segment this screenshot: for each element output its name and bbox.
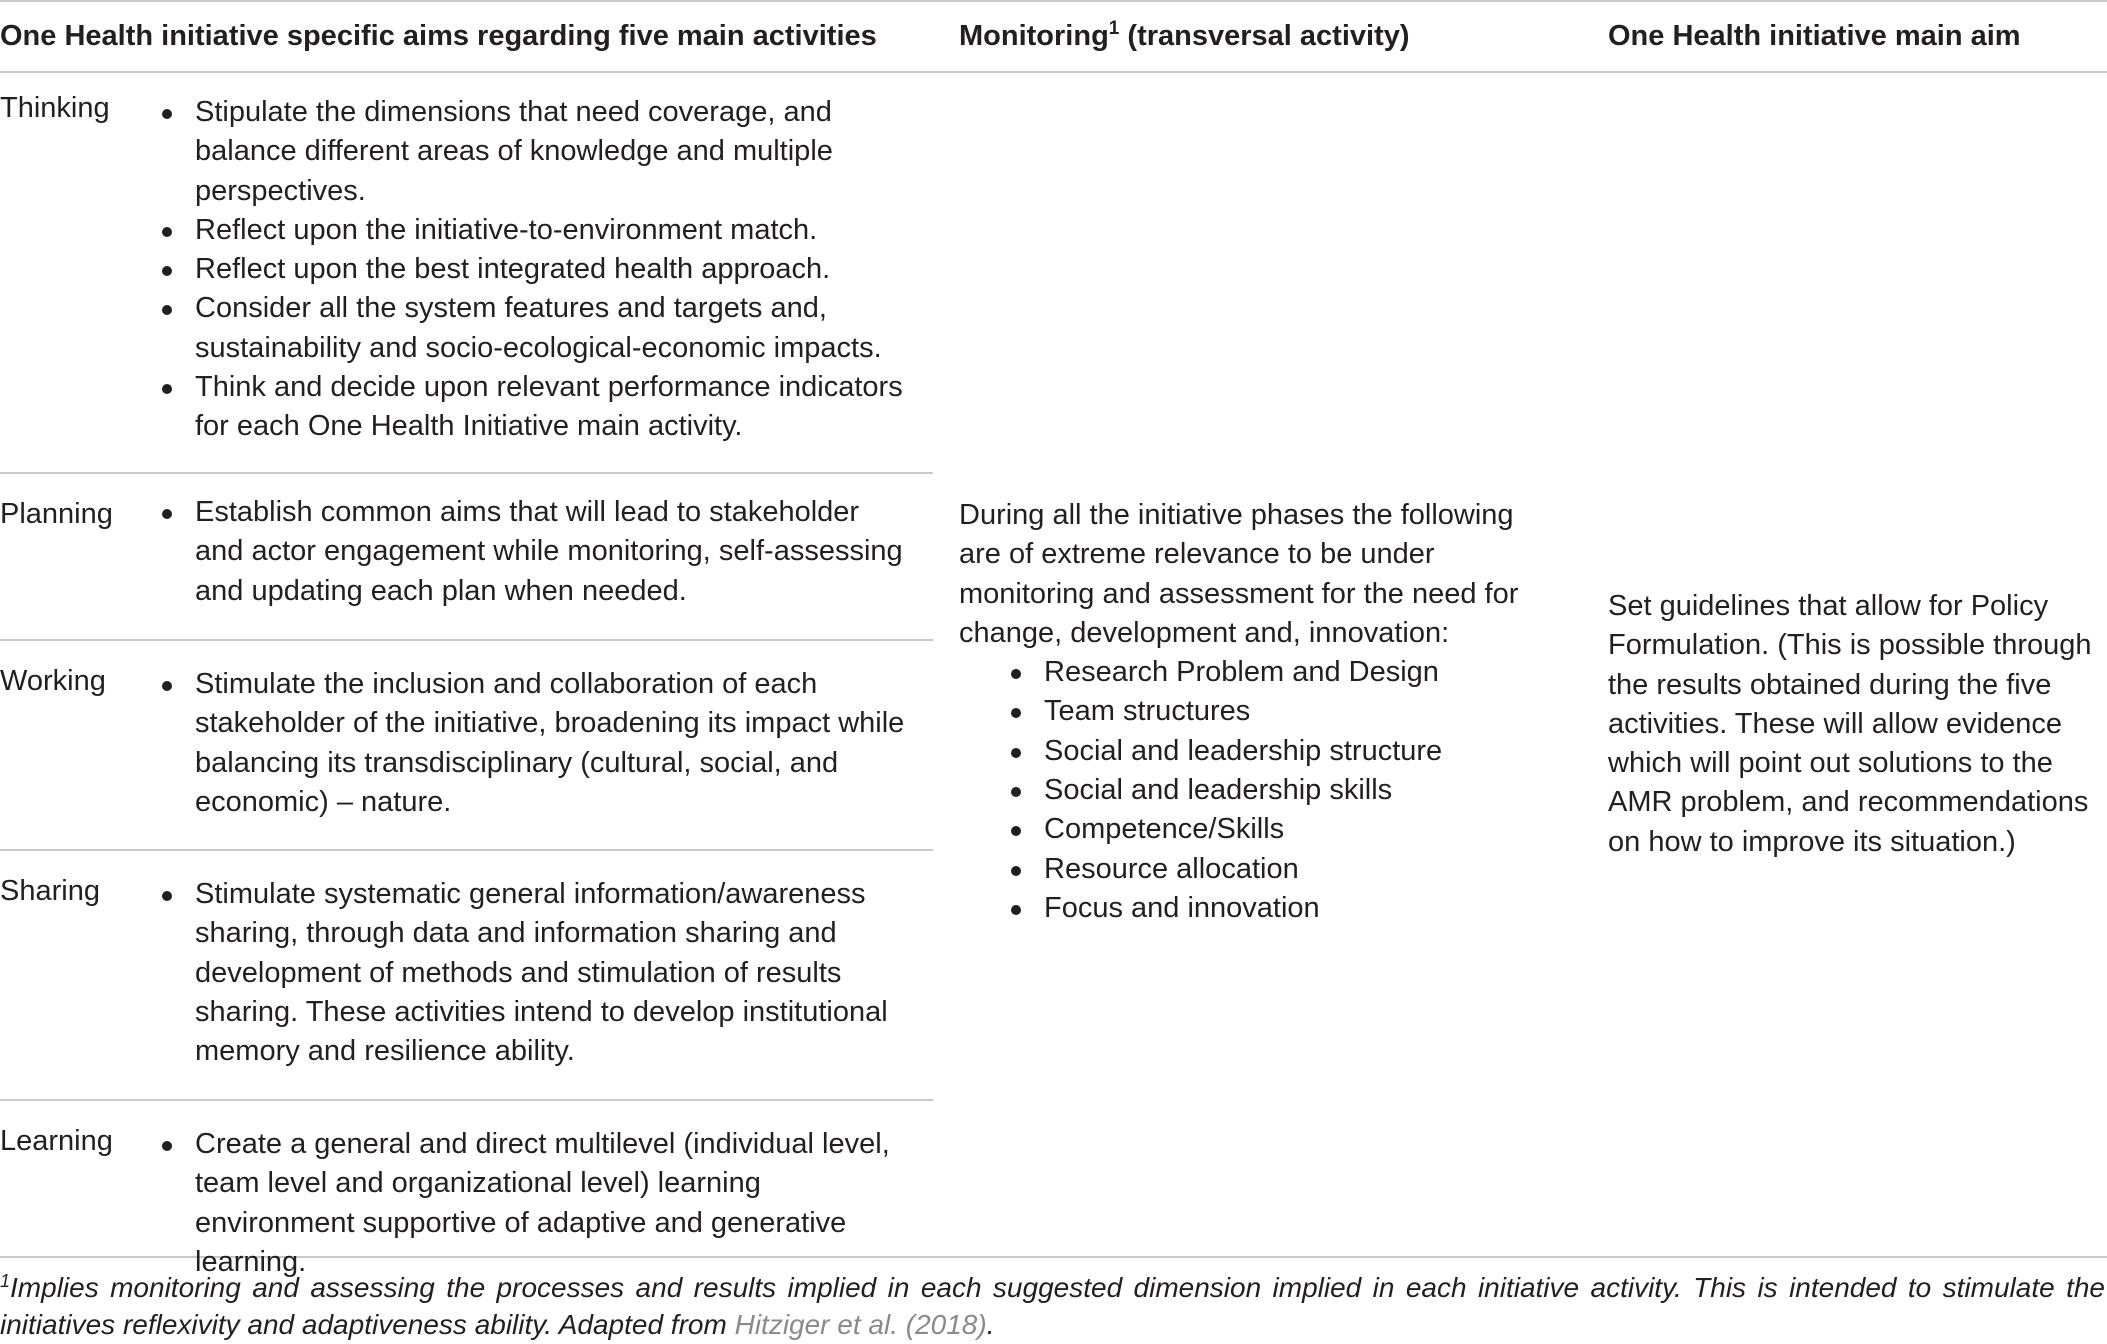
footnote-end: .: [986, 1309, 995, 1340]
header-monitoring-label: Monitoring: [959, 20, 1109, 52]
monitoring-cell: [959, 496, 1559, 928]
list-item: Focus and innovation: [1009, 889, 1559, 928]
list-item: Reflect upon the best integrated health approach.: [160, 250, 910, 289]
list-item: Resource allocation: [1009, 850, 1559, 889]
row-label-sharing: Sharing: [0, 875, 100, 907]
list-item: Team structures: [1009, 692, 1559, 731]
row-label-thinking: Thinking: [0, 92, 110, 124]
table-footnote: [0, 1269, 2105, 1343]
monitoring-intro: During all the initiative phases the following are of extreme relevance to be under monitoring and assessment for the need for change, development and, innovation:: [959, 499, 1519, 649]
working-aims-list: [160, 665, 910, 822]
list-item: Stipulate the dimensions that need coverage, and balance different areas of knowledge and multiple perspectives.: [160, 93, 910, 211]
header-monitoring: [959, 18, 1410, 54]
list-item: Create a general and direct multilevel (individual level, team level and organizational level) learning environment supportive of adaptive and generative learning.: [160, 1125, 910, 1282]
list-item: Stimulate the inclusion and collaboration of each stakeholder of the initiative, broadening its impact while balancing its transdisciplinary (cultural, social, and economic) – nature.: [160, 665, 910, 822]
citation-link[interactable]: Hitziger et al. (2018): [734, 1309, 987, 1340]
list-item: Reflect upon the initiative-to-environment match.: [160, 211, 910, 250]
row-divider: [0, 849, 933, 851]
footnote-marker: 1: [1108, 18, 1120, 39]
header-bottom-rule: [0, 71, 2107, 73]
row-label-learning: Learning: [0, 1125, 113, 1157]
list-item: Consider all the system features and targets and, sustainability and socio-ecological-economic impacts.: [160, 289, 910, 368]
list-item: Establish common aims that will lead to stakeholder and actor engagement while monitoring, self-assessing and updating each plan when needed.: [160, 493, 910, 611]
list-item: Competence/Skills: [1009, 810, 1559, 849]
planning-aims-list: [160, 493, 910, 611]
sharing-aims-list: [160, 875, 910, 1071]
table-top-rule: [0, 0, 2107, 2]
header-main-aim: One Health initiative main aim: [1608, 20, 2021, 52]
row-label-working: Working: [0, 665, 106, 697]
list-item: Research Problem and Design: [1009, 653, 1559, 692]
thinking-aims-list: [160, 93, 910, 447]
list-item: Social and leadership skills: [1009, 771, 1559, 810]
row-divider: [0, 472, 933, 474]
row-label-planning: Planning: [0, 498, 113, 530]
main-aim-cell: Set guidelines that allow for Policy Formulation. (This is possible through the results obtained during the five activities. These will allow evidence which will point out solutions to the AMR problem, and recommendations on how to improve its situation.): [1608, 590, 2092, 858]
list-item: Social and leadership structure: [1009, 732, 1559, 771]
list-item: Stimulate systematic general information/awareness sharing, through data and information sharing and development of methods and stimulation of results sharing. These activities intend to develop institutional memory and resilience ability.: [160, 875, 910, 1071]
learning-aims-list: [160, 1125, 910, 1282]
footnote-text: Implies monitoring and assessing the processes and results implied in each suggested dimension implied in each initiative activity. This is intended to stimulate the initiatives reflexivity and adaptiveness ability. Adapted from: [0, 1272, 2105, 1340]
row-divider: [0, 639, 933, 641]
footnote-marker: 1: [0, 1271, 11, 1291]
list-item: Think and decide upon relevant performance indicators for each One Health Initiative main activity.: [160, 368, 910, 447]
row-divider: [0, 1099, 933, 1101]
header-specific-aims: One Health initiative specific aims regarding five main activities: [0, 20, 877, 52]
header-monitoring-qualifier: (transversal activity): [1119, 20, 1410, 52]
monitoring-list: [959, 653, 1559, 928]
